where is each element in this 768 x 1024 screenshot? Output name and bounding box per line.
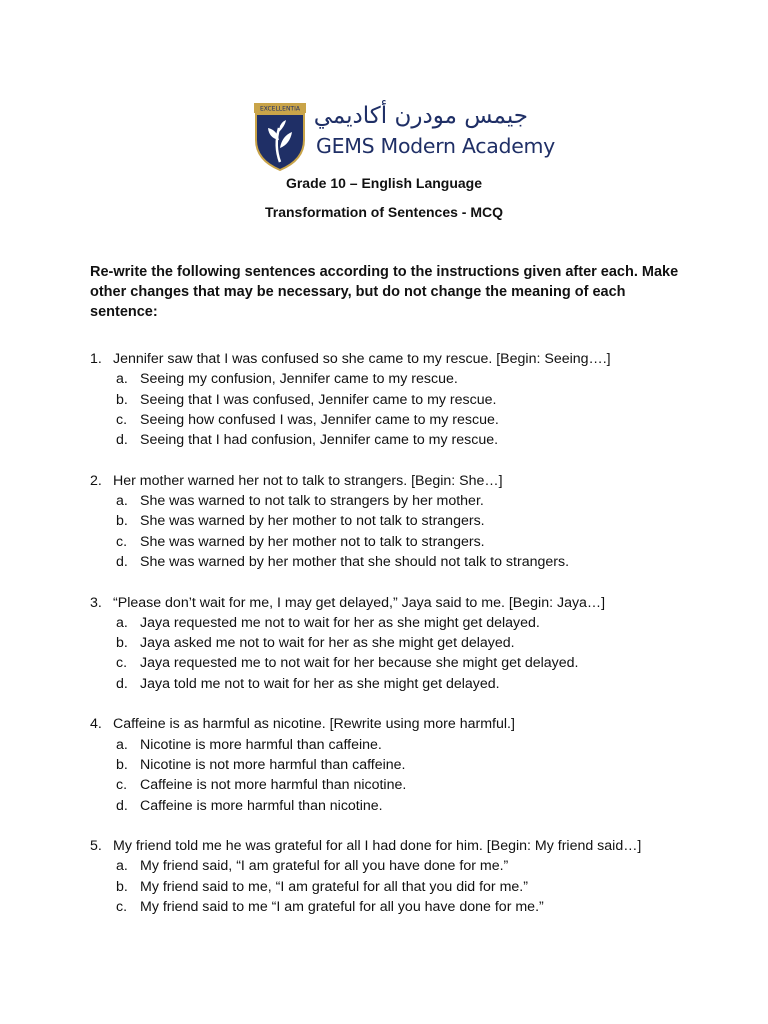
question-text: Caffeine is as harmful as nicotine. [Rewrite using more harmful.] [113,716,515,733]
option-text: Seeing that I was confused, Jennifer came to my rescue. [140,391,497,408]
question-number: 3. [90,594,102,611]
question-item [90,836,730,917]
answer-option [90,856,730,876]
option-text: Jaya asked me not to wait for her as she might get delayed. [140,635,515,652]
option-letter: d. [116,432,128,449]
option-letter: b. [116,635,128,652]
question-item [90,349,730,450]
option-letter: b. [116,878,128,895]
question-number: 1. [90,351,102,367]
logo-motto: EXCELLENTIA [260,105,300,113]
option-letter: b. [116,391,128,408]
logo-english-name: GEMS Modern Academy [316,134,556,158]
option-text: Seeing how confused I was, Jennifer came to my rescue. [140,411,499,428]
option-text: She was warned by her mother to not talk to strangers. [140,513,485,530]
question-line [90,836,730,856]
option-text: Nicotine is not more harmful than caffeine. [140,756,406,773]
answer-option [90,390,730,410]
answer-option [90,430,730,450]
answer-option [90,491,730,511]
option-text: Jaya requested me to not wait for her because she might get delayed. [140,655,579,672]
question-text: My friend told me he was grateful for all I had done for him. [Begin: My friend said…] [113,838,642,855]
option-text: She was warned by her mother that she should not talk to strangers. [140,553,570,570]
question-text: Her mother warned her not to talk to strangers. [Begin: She…] [113,472,503,489]
answer-option [90,369,730,389]
question-number: 5. [90,838,102,855]
option-text: Caffeine is more harmful than nicotine. [140,797,383,814]
question-list [90,349,730,938]
option-text: My friend said to me, “I am grateful for all that you did for me.” [140,878,528,895]
instructions: Re-write the following sentences according to the instructions given after each. Make other changes that may be necessary, but do not change the meaning of each sentence: [90,264,679,320]
option-text: Caffeine is not more harmful than nicotine. [140,777,407,794]
answer-option [90,410,730,430]
option-letter: a. [116,736,128,753]
option-text: Nicotine is more harmful than caffeine. [140,736,382,753]
option-text: She was warned by her mother not to talk to strangers. [140,533,485,550]
option-letter: d. [116,553,128,570]
question-item [90,714,730,815]
option-text: Seeing my confusion, Jennifer came to my rescue. [140,371,458,388]
option-text: Jaya told me not to wait for her as she might get delayed. [140,675,500,692]
page-subtitle: Transformation of Sentences - MCQ [264,204,504,220]
option-text: My friend said, “I am grateful for all you have done for me.” [140,858,509,875]
option-text: Seeing that I had confusion, Jennifer came to my rescue. [140,432,499,449]
answer-option [90,613,730,633]
option-letter: a. [116,371,128,388]
question-line [90,349,730,369]
question-text: “Please don’t wait for me, I may get delayed,” Jaya said to me. [Begin: Jaya…] [113,594,606,611]
option-letter: a. [116,493,128,510]
option-letter: d. [116,675,128,692]
option-text: Jaya requested me not to wait for her as she might get delayed. [140,614,540,631]
answer-option [90,674,730,694]
question-number: 4. [90,716,102,733]
option-letter: b. [116,513,128,530]
option-text: My friend said to me “I am grateful for all you have done for me.” [140,899,544,916]
answer-option [90,653,730,673]
option-letter: b. [116,756,128,773]
answer-option [90,511,730,531]
question-item [90,593,730,694]
question-line [90,593,730,613]
answer-option [90,877,730,897]
school-logo [252,100,556,172]
question-line [90,714,730,734]
answer-option [90,552,730,572]
question-text: Jennifer saw that I was confused so she came to my rescue. [Begin: Seeing….] [113,351,611,367]
answer-option [90,897,730,917]
answer-option [90,755,730,775]
option-letter: d. [116,797,128,814]
page-title: Grade 10 – English Language [285,175,483,191]
answer-option [90,735,730,755]
question-number: 2. [90,472,102,489]
option-letter: c. [116,777,128,794]
answer-option [90,775,730,795]
logo-arabic-name: جيمس مودرن أكاديمي [313,103,528,129]
option-letter: c. [116,411,128,428]
option-text: She was warned to not talk to strangers by her mother. [140,493,484,510]
shield-crest-icon [252,100,308,172]
answer-option [90,633,730,653]
question-item [90,471,730,572]
answer-option [90,796,730,816]
option-letter: a. [116,858,128,875]
option-letter: c. [116,533,128,550]
option-letter: c. [116,655,128,672]
option-letter: c. [116,899,128,916]
option-letter: a. [116,614,128,631]
answer-option [90,532,730,552]
question-line [90,471,730,491]
